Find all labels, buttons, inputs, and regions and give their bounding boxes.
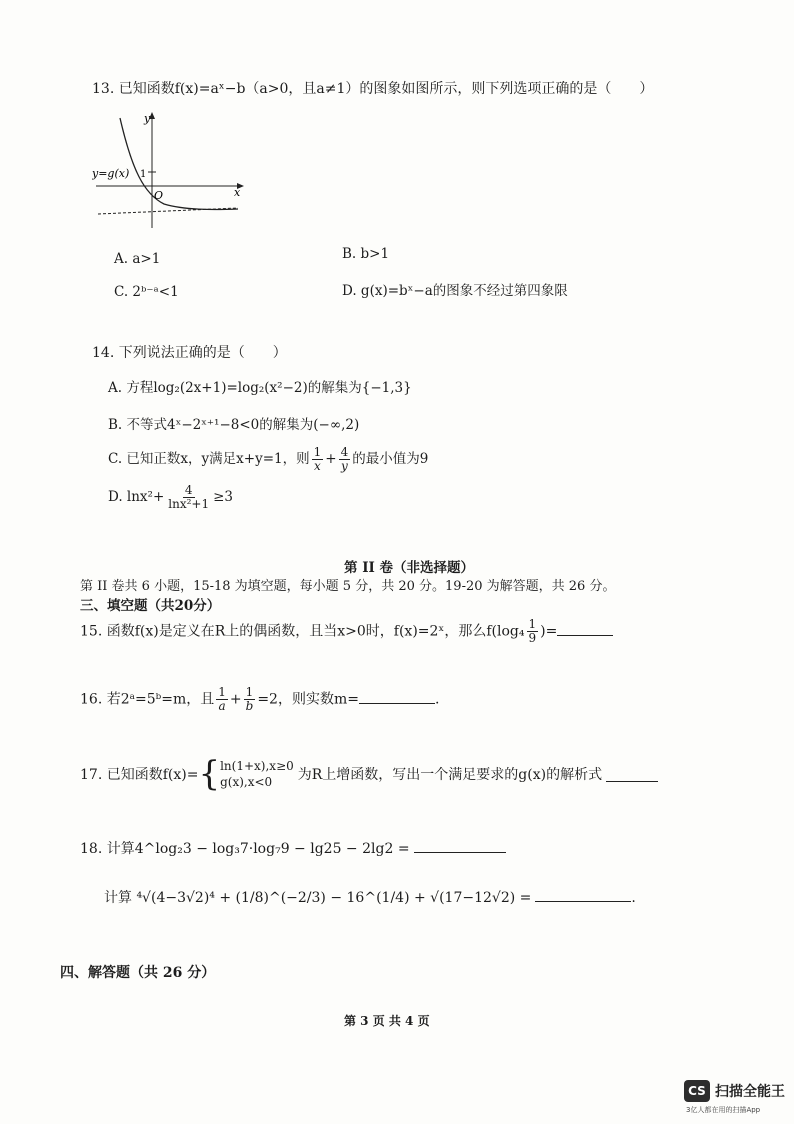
q18-line2: 计算 ⁴√(4−3√2)⁴ + (1/8)^(−2/3) − 16^(1/4) + √(17−12√2) = .: [104, 887, 636, 907]
page-footer: 第 3 页 共 4 页: [344, 1014, 430, 1028]
q18-answer-blank-2[interactable]: [535, 887, 631, 902]
q15: 15. 函数f(x)是定义在R上的偶函数，且当x>0时，f(x)=2ˣ，那么f(log₄ $\frac{1}{9}$ )=: [80, 618, 613, 645]
q14-option-a: A. 方程log₂(2x+1)=log₂(x²−2)的解集为{−1,3}: [108, 380, 412, 396]
q14-option-d: D. lnx²+ $\frac{4}{\text{lnx²+1}}$ ≥3: [108, 483, 234, 511]
q14-option-b: B. 不等式4ˣ−2ˣ⁺¹−8<0的解集为(−∞,2): [108, 417, 360, 433]
scanner-watermark: [684, 1080, 785, 1102]
q13-graph: [92, 110, 252, 230]
q16-frac2: $\frac{1}{b}$: [245, 685, 254, 713]
section2-title: 第 II 卷（非选择题）: [344, 560, 475, 576]
q14-c-post: 的最小值为9: [352, 451, 429, 467]
section2-desc: 第 II 卷共 6 小题，15-18 为填空题，每小题 5 分，共 20 分。19-20 为解答题，共 26 分。: [80, 579, 616, 594]
q17: 17. 已知函数f(x)= { ln(1+x),x≥0 g(x),x<0 为R上增函数，写出一个满足要求的g(x)的解析式: [80, 758, 658, 790]
q18-answer-blank-1[interactable]: [414, 838, 506, 853]
q18-line1: 18. 计算4^log₂3 − log₃7·log₇9 − lg25 − 2lg2 =: [80, 838, 506, 858]
q13-option-d: D. g(x)=bˣ−a的图象不经过第四象限: [342, 283, 568, 299]
q14-stem: 14. 下列说法正确的是（ ）: [92, 345, 287, 361]
q13-stem: 13. 已知函数f(x)=aˣ−b（a>0，且a≠1）的图象如图所示，则下列选项正确的是（ ）: [92, 81, 654, 97]
q17-answer-blank[interactable]: [606, 767, 658, 782]
q15-answer-blank[interactable]: [557, 621, 613, 636]
answer-section-title: 四、解答题（共 26 分）: [60, 965, 216, 981]
q14-d-frac: $\frac{4}{\text{lnx²+1}}$: [168, 483, 210, 511]
graph-one-label: 1: [140, 169, 147, 180]
q16: 16. 若2ᵃ=5ᵇ=m，且 $\frac{1}{a}$ + $\frac{1}{b}$ =2，则实数m= .: [80, 685, 440, 713]
scanner-tagline: 3亿人都在用的扫描App: [686, 1106, 761, 1114]
q14-c-pre: C. 已知正数x，y满足x+y=1，则: [108, 451, 310, 467]
graph-origin-label: O: [154, 189, 164, 202]
q14-c-frac1: $\frac{1}{x}$: [313, 445, 322, 473]
scanner-brand: 扫描全能王: [715, 1084, 785, 1100]
q17-brace: {: [198, 754, 221, 794]
q16-answer-blank[interactable]: [359, 689, 435, 704]
graph-y-label: y: [144, 112, 151, 125]
graph-curve-label: y=g(x): [92, 167, 130, 180]
q16-frac1: $\frac{1}{a}$: [218, 685, 226, 713]
q13-option-a: A. a>1: [114, 251, 161, 267]
graph-x-label: x: [234, 186, 241, 199]
q14-option-c: C. 已知正数x，y满足x+y=1，则 $\frac{1}{x}$ + $\frac{4}{y}$ 的最小值为9: [108, 445, 429, 473]
q13-option-b: B. b>1: [342, 246, 390, 262]
fill-section-title: 三、填空题（共20分）: [80, 598, 221, 614]
q17-pieces: ln(1+x),x≥0 g(x),x<0: [220, 759, 294, 789]
q15-frac: $\frac{1}{9}$: [528, 617, 537, 645]
camscanner-logo-icon: CS: [684, 1080, 710, 1102]
q14-c-frac2: $\frac{4}{y}$: [340, 445, 349, 473]
graph-curve: [120, 118, 238, 209]
q13-option-c: C. 2ᵇ⁻ᵃ<1: [114, 284, 179, 300]
